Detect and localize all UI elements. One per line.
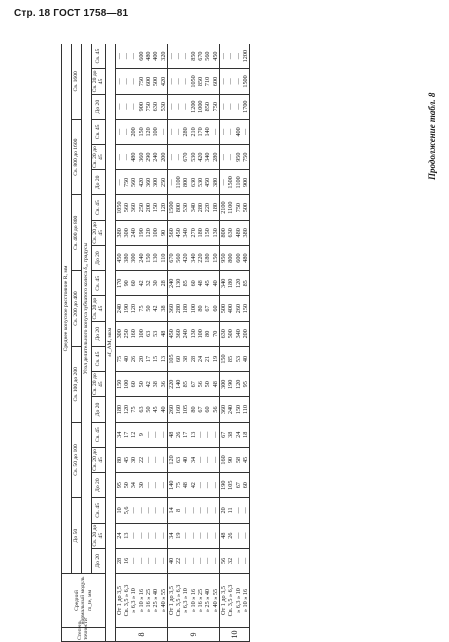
value-cell: 300 190 120 95 bbox=[219, 372, 249, 397]
module-cell bbox=[115, 574, 167, 628]
value-cell: 34 17 12 9 — — — bbox=[115, 422, 167, 447]
value-cell: — — 400 — bbox=[219, 119, 249, 144]
value-cell: 260 160 105 80 67 60 56 bbox=[167, 397, 219, 422]
value-cell: 1050 560 360 250 200 150 120 bbox=[115, 195, 167, 220]
value-cell: 360 240 150 110 bbox=[219, 397, 249, 422]
distance-header: Среднее конусное расстояние R, мм bbox=[62, 44, 72, 574]
module-range: » 16 » 25 bbox=[197, 588, 205, 613]
value-cell: 300 250 160 100 63 53 48 bbox=[115, 321, 167, 346]
value-cell: 950 800 600 480 bbox=[219, 245, 249, 270]
value-cell: 28 16 — — — — — bbox=[115, 548, 167, 573]
module-range: » 6,3 » 10 bbox=[130, 588, 138, 613]
module-range: Св. 3,5 » 6,3 bbox=[123, 584, 131, 617]
value-cell: 190 105 67 60 bbox=[219, 473, 249, 498]
angle-subheader: Св. 45 bbox=[92, 44, 106, 69]
angle-subheader: До 20 bbox=[92, 94, 106, 119]
value-cell: — — 480 360 290 240 200 bbox=[115, 145, 167, 170]
angle-subheader: До 20 bbox=[92, 245, 106, 270]
module-range: » 40 » 55 bbox=[159, 588, 167, 613]
value-cell: 75 40 26 20 17 15 13 bbox=[115, 346, 167, 371]
rotated-table-frame bbox=[61, 44, 423, 642]
value-cell: — — — 1700 bbox=[219, 94, 249, 119]
module-range: » 16 » 25 bbox=[145, 588, 152, 613]
angle-subheader: Св. 20 до 45 bbox=[92, 146, 105, 169]
angle-subheader: Св. 20 до 45 bbox=[92, 221, 105, 244]
module-range: » 6,3 » 10 bbox=[234, 588, 242, 613]
value-cell: — — — 900 750 630 530 bbox=[115, 94, 167, 119]
grade-cell: 9 bbox=[167, 628, 219, 642]
angle-subheader: Св. 45 bbox=[92, 271, 106, 296]
angle-subheader: Св. 45 bbox=[92, 346, 106, 371]
value-cell: — — — 1200 bbox=[219, 44, 249, 69]
module-range: Св. 3,5 » 6,3 bbox=[175, 584, 183, 617]
grade-group-row bbox=[115, 44, 167, 642]
value-cell: 2100 1100 750 500 bbox=[219, 195, 249, 220]
angle-subheader: Св. 20 до 45 bbox=[92, 524, 105, 547]
value-cell: — — 280 210 170 140 — bbox=[167, 119, 219, 144]
value-cell: 48 26 17 13 — — — bbox=[167, 422, 219, 447]
grade-group-row bbox=[219, 44, 249, 642]
value-cell: 48 26 — — bbox=[219, 523, 249, 548]
grade-header: Степень точности bbox=[62, 628, 106, 642]
range-header: Св. 200 до 400 bbox=[72, 271, 82, 347]
value-cell: 180 120 75 63 50 45 40 bbox=[115, 397, 167, 422]
module-cell bbox=[167, 574, 219, 628]
unit-header: ±f_AM, мкм bbox=[105, 44, 115, 642]
value-cell: 500 400 260 150 bbox=[219, 296, 249, 321]
module-range: Св. 3,5 » 6,3 bbox=[227, 584, 235, 617]
range-header: Св. 400 до 800 bbox=[72, 195, 82, 271]
value-cell: 105 60 38 28 24 21 19 bbox=[167, 346, 219, 371]
value-cell: 630 500 340 200 bbox=[219, 321, 249, 346]
value-cell: 170 90 60 42 32 30 28 bbox=[115, 271, 167, 296]
value-cell: — — — 850 670 560 450 bbox=[167, 44, 219, 69]
module-range: » 10 » 16 bbox=[189, 588, 197, 613]
value-cell: 150 85 53 40 bbox=[219, 346, 249, 371]
value-cell: 56 32 — — bbox=[219, 548, 249, 573]
value-cell: 67 38 24 18 bbox=[219, 422, 249, 447]
module-range: От 1 до 3,5 bbox=[219, 586, 227, 615]
range-header: Св. 1600 bbox=[72, 44, 82, 119]
value-cell: 120 63 40 34 — — — bbox=[167, 447, 219, 472]
angle-subheader: Св. 45 bbox=[92, 422, 106, 447]
module-header: Средний нормальный модуль m_te, мм bbox=[62, 574, 106, 628]
value-cell: — — — 1200 1000 850 750 bbox=[167, 94, 219, 119]
module-range: » 25 » 40 bbox=[204, 588, 212, 613]
range-header: Св. 50 до 100 bbox=[72, 422, 82, 498]
continuation-label: Продолжение табл. 8 bbox=[427, 92, 437, 180]
value-cell: 160 90 58 45 bbox=[219, 447, 249, 472]
value-cell: 450 360 240 130 100 80 70 bbox=[167, 321, 219, 346]
value-cell: 220 140 85 67 56 50 48 bbox=[167, 372, 219, 397]
value-cell: 240 130 85 60 48 45 40 bbox=[167, 271, 219, 296]
angle-subheader: Св. 20 до 45 bbox=[92, 70, 105, 93]
value-cell: 360 280 180 100 80 67 60 bbox=[167, 296, 219, 321]
angle-subheader: До 20 bbox=[92, 170, 106, 195]
value-cell: 380 300 240 190 120 100 90 bbox=[115, 220, 167, 245]
range-header: Св. 800 до 1600 bbox=[72, 119, 82, 195]
module-range: От 1 до 3,5 bbox=[115, 586, 123, 615]
value-cell: — 1100 800 630 530 450 380 bbox=[167, 170, 219, 195]
angle-subheader: Св. 20 до 45 bbox=[92, 449, 105, 471]
value-cell: — — — 1500 bbox=[219, 69, 249, 94]
angle-subheader: Св. 45 bbox=[92, 498, 106, 523]
value-cell: 560 450 340 270 180 150 130 bbox=[167, 220, 219, 245]
value-cell: — — — 1050 850 710 600 bbox=[167, 69, 219, 94]
value-cell: 10 5,6 — — — — — bbox=[115, 498, 167, 523]
module-range: » 6,3 » 10 bbox=[182, 588, 190, 613]
value-cell: 1500 800 530 340 280 220 180 bbox=[167, 195, 219, 220]
value-cell: 670 560 420 340 220 180 150 bbox=[167, 245, 219, 270]
value-cell: 340 180 120 85 bbox=[219, 271, 249, 296]
range-header: Св. 100 до 200 bbox=[72, 346, 82, 422]
value-cell: 34 19 — — — — — bbox=[167, 523, 219, 548]
range-header: До 50 bbox=[72, 498, 82, 574]
value-cell: 150 100 60 50 42 38 36 bbox=[115, 372, 167, 397]
module-cell bbox=[219, 574, 249, 628]
module-range: От 1 до 3,5 bbox=[167, 586, 175, 615]
angle-subheader: Св. 45 bbox=[92, 195, 106, 220]
angle-subheader: Св. 45 bbox=[92, 119, 106, 144]
value-cell: 450 380 300 240 150 130 110 bbox=[115, 245, 167, 270]
module-range: » 25 » 40 bbox=[152, 588, 160, 613]
rotated-table-stage bbox=[61, 44, 423, 642]
value-cell: 40 22 — — — — — bbox=[167, 548, 219, 573]
value-cell: — — — 750 600 500 420 bbox=[115, 69, 167, 94]
value-cell: — 1500 1100 900 bbox=[219, 170, 249, 195]
grade-cell: 8 bbox=[115, 628, 167, 642]
value-cell: 800 630 480 380 bbox=[219, 220, 249, 245]
module-range: » 10 » 16 bbox=[137, 588, 145, 613]
angle-subheader: До 20 bbox=[92, 548, 106, 573]
module-range: » 40 » 55 bbox=[211, 588, 219, 613]
angle-subheader: До 20 bbox=[92, 321, 106, 346]
angle-subheader: До 20 bbox=[92, 473, 106, 498]
value-cell: — — — 600 480 400 320 bbox=[115, 44, 167, 69]
value-cell: — — 670 530 420 340 280 bbox=[167, 145, 219, 170]
value-cell: 140 75 48 42 — — — bbox=[167, 473, 219, 498]
angle-header: Угол делительного конуса зубчатого колеса δ₂, градусы bbox=[82, 44, 92, 574]
value-cell: 14 8 — — — — — bbox=[167, 498, 219, 523]
value-cell: 20 11 — — bbox=[219, 498, 249, 523]
value-cell: — 750 560 420 360 300 250 bbox=[115, 170, 167, 195]
angle-subheader: До 20 bbox=[92, 397, 106, 422]
tolerance-table bbox=[61, 44, 250, 642]
grade-group-row bbox=[167, 44, 219, 642]
value-cell: 95 50 34 30 — — — bbox=[115, 473, 167, 498]
angle-subheader: Св. 20 до 45 bbox=[92, 373, 105, 396]
value-cell: 80 45 30 22 — — — bbox=[115, 447, 167, 472]
grade-cell: 10 bbox=[219, 628, 249, 642]
page-header: Стр. 18 ГОСТ 1758—81 bbox=[14, 8, 129, 19]
angle-subheader: Св. 20 до 45 bbox=[92, 297, 105, 320]
value-cell: 24 13 — — — — — bbox=[115, 523, 167, 548]
value-cell: 240 190 120 75 50 42 38 bbox=[115, 296, 167, 321]
module-range: » 10 » 16 bbox=[241, 588, 249, 613]
value-cell: — — 200 150 120 100 — bbox=[115, 119, 167, 144]
value-cell: — — 950 750 bbox=[219, 145, 249, 170]
